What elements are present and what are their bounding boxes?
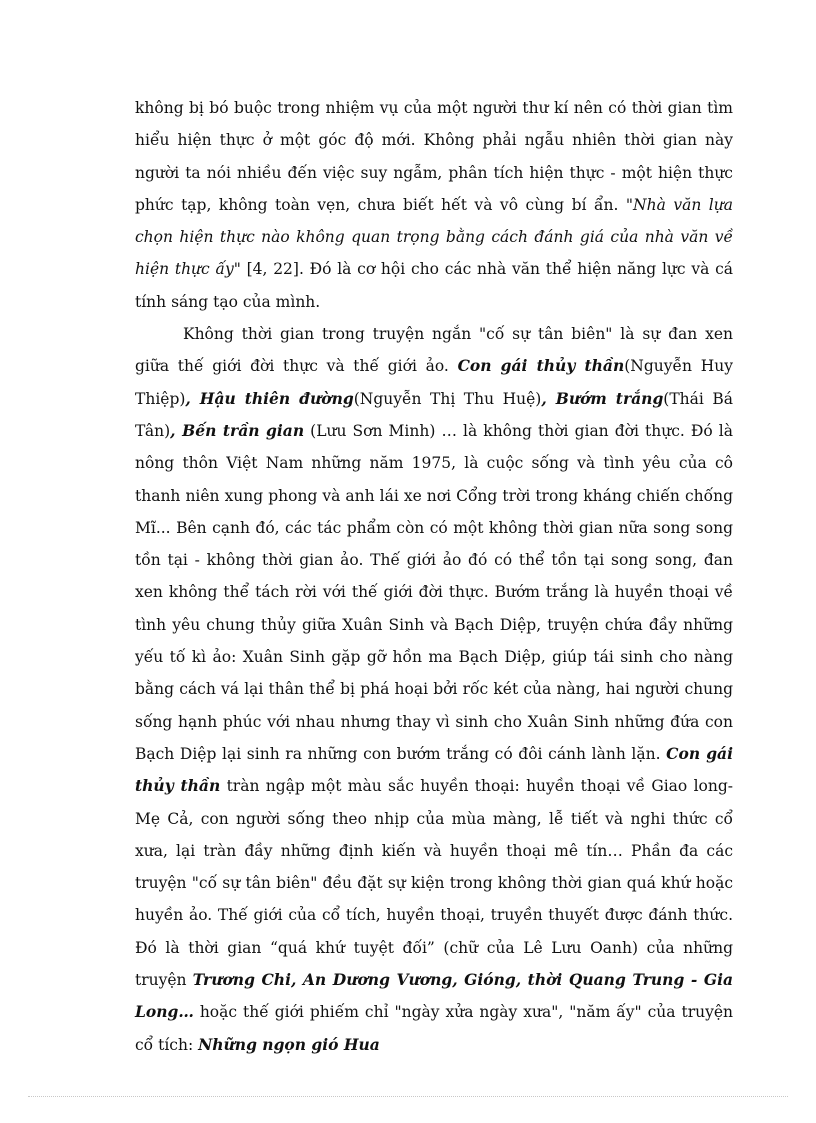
work-title-hau-thien-duong: , Hậu thiên đường bbox=[185, 388, 354, 408]
paragraph2-text-6: tràn ngập một màu sắc huyền thoại: huyền thoại về Giao long- Mẹ Cả, con người sống theo nhịp của mùa màng, lễ tiết và nghi thức cổ xưa, lại tràn đầy những định kiến và huyền thoại mê tín… Phần đa các truyện "cố sự tân biên" đều đặt sự kiện trong không thời gian quá khứ hoặc huyền ảo. Thế giới của cổ tích, huyền thoại, truyền thuyết được đánh thức. Đó là thời gian “quá khứ tuyệt đối” (chữ của Lê Lưu Oanh) của những truyện bbox=[135, 777, 733, 990]
page-bottom-divider bbox=[28, 1096, 788, 1097]
paragraph1-text-1: không bị bó buộc trong nhiệm vụ của một người thư kí nên có thời gian tìm hiểu hiện thực ở một góc độ mới. Không phải ngẫu nhiên thời gian này người ta nói nhiều đến việc suy ngẫm, phân tích hiện thực - một hiện thực phức tạp, không toàn vẹn, chưa biết hết và vô cùng bí ẩn. bbox=[135, 99, 733, 214]
work-title-buom-trang: , Bướm trắng bbox=[541, 388, 664, 408]
paragraph-main bbox=[135, 318, 733, 1061]
paragraph2-text-1: Không thời gian trong truyện ngắn "cố sự tân biên" là sự đan xen giữa thế giới đời thực và thế giới ảo. bbox=[135, 325, 733, 376]
paragraph-continuation bbox=[135, 92, 733, 318]
paragraph2-text-2: (Nguyễn Huy Thiệp) bbox=[135, 357, 733, 408]
work-titles-legends: Trương Chi, An Dương Vương, Gióng, thời Quang Trung - Gia Long… bbox=[135, 970, 733, 1022]
paragraph2-text-7: hoặc thế giới phiếm chỉ "ngày xửa ngày xưa", "năm ấy" của truyện cổ tích: bbox=[135, 1003, 733, 1054]
paragraph2-text-3: (Nguyễn Thị Thu Huệ) bbox=[353, 389, 542, 408]
work-title-con-gai-thuy-than-2: Con gái thủy thần bbox=[135, 743, 733, 796]
work-title-con-gai-thuy-than: Con gái thủy thần bbox=[457, 356, 625, 376]
body-text bbox=[135, 92, 733, 1061]
work-title-nhung-ngon-gio-hua: Những ngọn gió Hua bbox=[198, 1034, 380, 1054]
paragraph1-text-2: [4, 22]. Đó là cơ hội cho các nhà văn thể hiện năng lực và cá tính sáng tạo của mình. bbox=[135, 260, 733, 311]
paragraph2-text-4: (Thái Bá Tân) bbox=[135, 389, 734, 440]
paragraph2-text-5: (Lưu Sơn Minh) … là không thời gian đời thực. Đó là nông thôn Việt Nam những năm 1975, là cuộc sống và tình yêu của cô thanh niên xung phong và anh lái xe nơi Cổng trời trong kháng chiến chống Mĩ... Bên cạnh đó, các tác phẩm còn có một không thời gian nữa song song tồn tại - không thời gian ảo. Thế giới ảo đó có thể tồn tại song song, đan xen không thể tách rời với thế giới đời thực. Bướm trắng là huyền thoại về tình yêu chung thủy giữa Xuân Sinh và Bạch Diệp, truyện chứa đầy những yếu tố kì ảo: Xuân Sinh gặp gỡ hồn ma Bạch Diệp, giúp tái sinh cho nàng bằng cách vá lại thân thể bị phá hoại bởi rốc két của nàng, hai người chung sống hạnh phúc với nhau nhưng thay vì sinh cho Xuân Sinh những đứa con Bạch Diệp lại sinh ra những con bướm trắng có đôi cánh lành lặn. bbox=[135, 421, 734, 763]
quotation-italic: "Nhà văn lựa chọn hiện thực nào không quan trọng bằng cách đánh giá của nhà văn về hiện thực ấy" bbox=[135, 195, 733, 279]
work-title-ben-tran-gian: , Bến trần gian bbox=[170, 420, 305, 440]
